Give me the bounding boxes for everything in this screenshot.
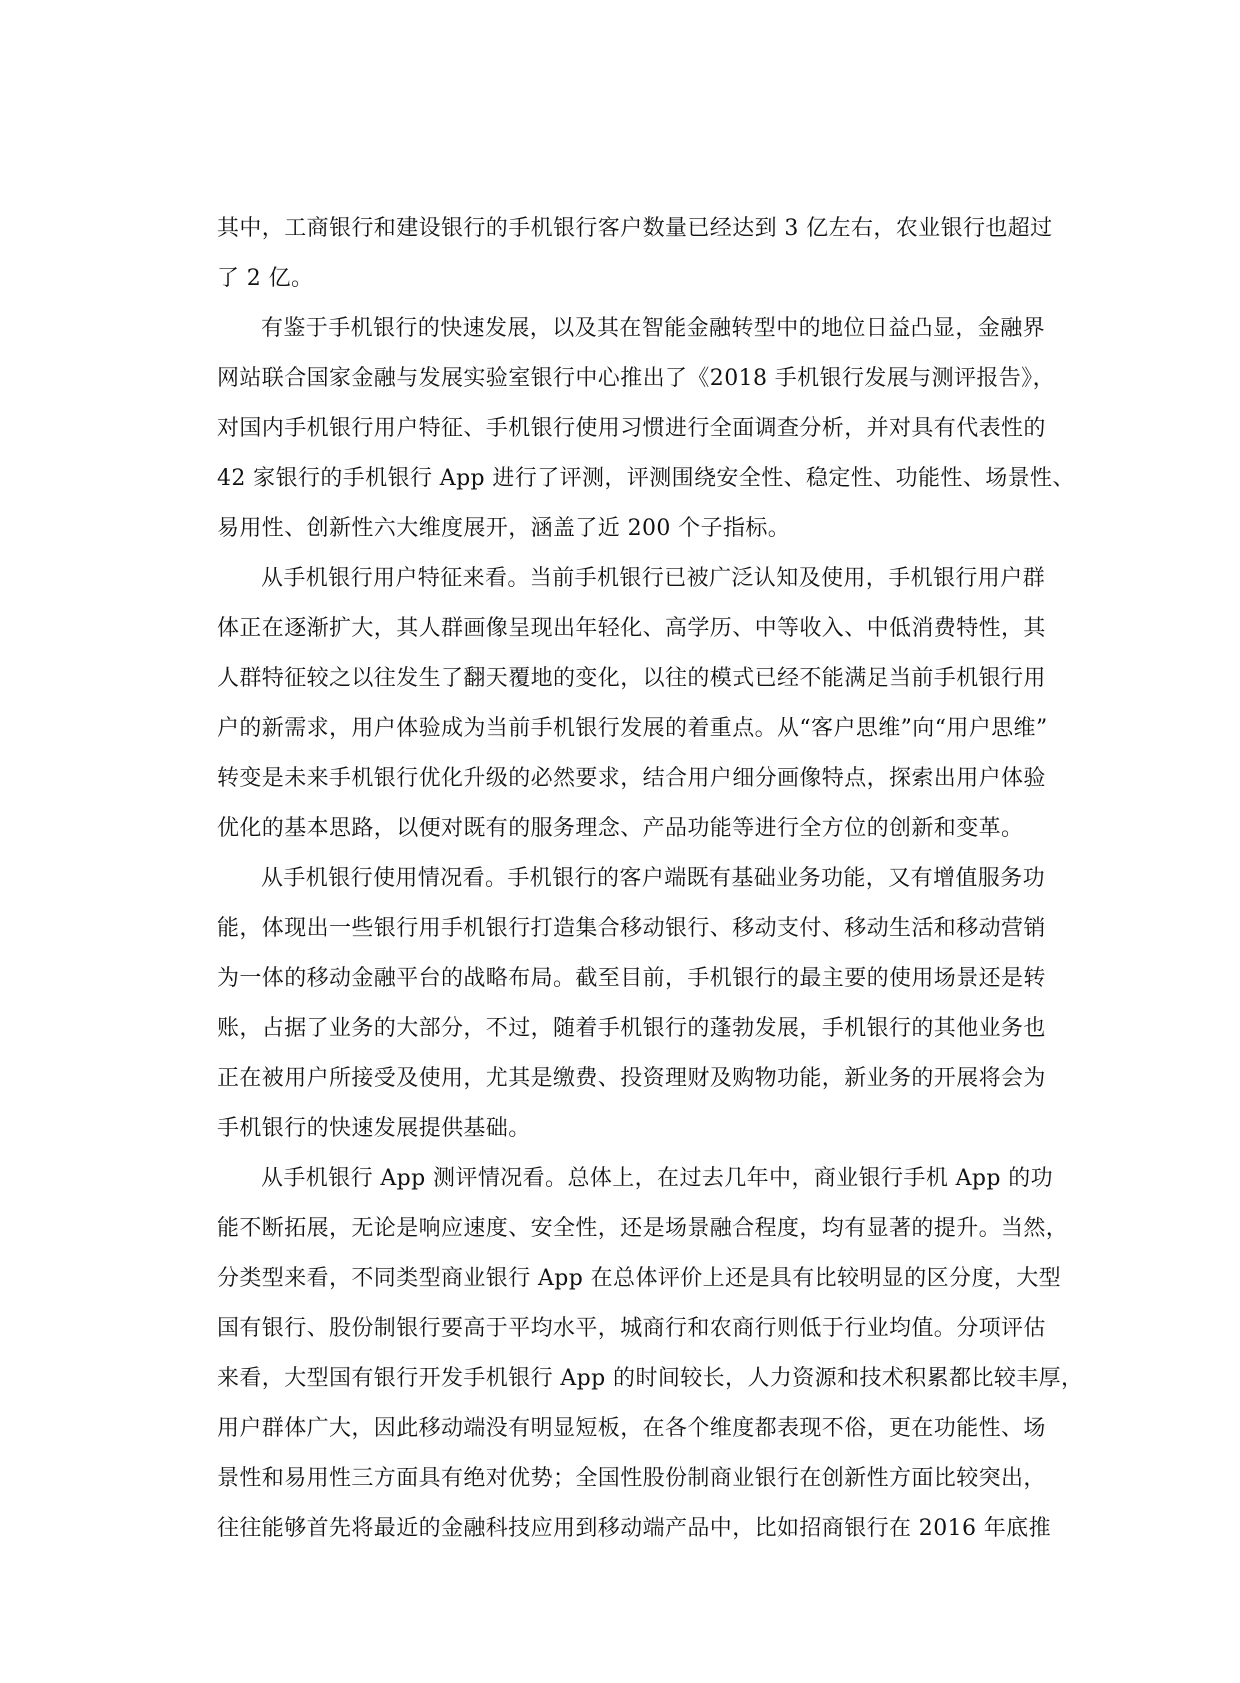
paragraph-line: 为一体的移动金融平台的战略布局。截至目前，手机银行的最主要的使用场景还是转 [217, 966, 1046, 991]
paragraph-line: 往往能够首先将最近的金融科技应用到移动端产品中，比如招商银行在 2016 年底推 [217, 1516, 1051, 1541]
paragraph-line: 对国内手机银行用户特征、手机银行使用习惯进行全面调查分析，并对具有代表性的 [217, 416, 1046, 441]
paragraph-line: 易用性、创新性六大维度展开，涵盖了近 200 个子指标。 [217, 516, 791, 541]
paragraph-line: 用户群体广大，因此移动端没有明显短板，在各个维度都表现不俗，更在功能性、场 [217, 1416, 1046, 1441]
paragraph-line: 从手机银行 App 测评情况看。总体上，在过去几年中，商业银行手机 App 的功 [261, 1166, 1054, 1191]
paragraph-line: 从手机银行使用情况看。手机银行的客户端既有基础业务功能，又有增值服务功 [261, 866, 1046, 891]
paragraph-1 [217, 204, 1067, 304]
paragraph-line: 人群特征较之以往发生了翻天覆地的变化，以往的模式已经不能满足当前手机银行用 [217, 666, 1046, 691]
paragraph-line: 体正在逐渐扩大，其人群画像呈现出年轻化、高学历、中等收入、中低消费特性，其 [217, 616, 1046, 641]
paragraph-line: 有鉴于手机银行的快速发展，以及其在智能金融转型中的地位日益凸显，金融界 [261, 316, 1046, 341]
paragraph-line: 景性和易用性三方面具有绝对优势；全国性股份制商业银行在创新性方面比较突出， [217, 1466, 1046, 1491]
paragraph-line: 优化的基本思路，以便对既有的服务理念、产品功能等进行全方位的创新和变革。 [217, 816, 1024, 841]
paragraph-line: 网站联合国家金融与发展实验室银行中心推出了《2018 手机银行发展与测评报告》， [217, 366, 1055, 391]
paragraph-3 [217, 554, 1067, 854]
paragraph-line: 能，体现出一些银行用手机银行打造集合移动银行、移动支付、移动生活和移动营销 [217, 916, 1046, 941]
paragraph-line: 分类型来看，不同类型商业银行 App 在总体评价上还是具有比较明显的区分度，大型 [217, 1266, 1062, 1291]
paragraph-5 [217, 1154, 1084, 1554]
paragraph-line: 能不断拓展，无论是响应速度、安全性，还是场景融合程度，均有显著的提升。当然， [217, 1216, 1069, 1241]
paragraph-line: 了 2 亿。 [217, 266, 314, 291]
document-body [217, 204, 1084, 1554]
paragraph-line: 从手机银行用户特征来看。当前手机银行已被广泛认知及使用，手机银行用户群 [261, 566, 1046, 591]
paragraph-2 [217, 304, 1075, 554]
paragraph-line: 42 家银行的手机银行 App 进行了评测，评测围绕安全性、稳定性、功能性、场景性、 [217, 466, 1075, 491]
paragraph-line: 来看，大型国有银行开发手机银行 App 的时间较长，人力资源和技术积累都比较丰厚， [217, 1366, 1084, 1391]
paragraph-line: 其中，工商银行和建设银行的手机银行客户数量已经达到 3 亿左右，农业银行也超过 [217, 216, 1053, 241]
paragraph-line: 户的新需求，用户体验成为当前手机银行发展的着重点。从“客户思维”向“用户思维” [217, 716, 1048, 741]
paragraph-line: 国有银行、股份制银行要高于平均水平，城商行和农商行则低于行业均值。分项评估 [217, 1316, 1046, 1341]
paragraph-line: 正在被用户所接受及使用，尤其是缴费、投资理财及购物功能，新业务的开展将会为 [217, 1066, 1046, 1091]
paragraph-line: 手机银行的快速发展提供基础。 [217, 1116, 531, 1141]
paragraph-line: 账，占据了业务的大部分，不过，随着手机银行的蓬勃发展，手机银行的其他业务也 [217, 1016, 1046, 1041]
paragraph-line: 转变是未来手机银行优化升级的必然要求，结合用户细分画像特点，探索出用户体验 [217, 766, 1046, 791]
paragraph-4 [217, 854, 1067, 1154]
